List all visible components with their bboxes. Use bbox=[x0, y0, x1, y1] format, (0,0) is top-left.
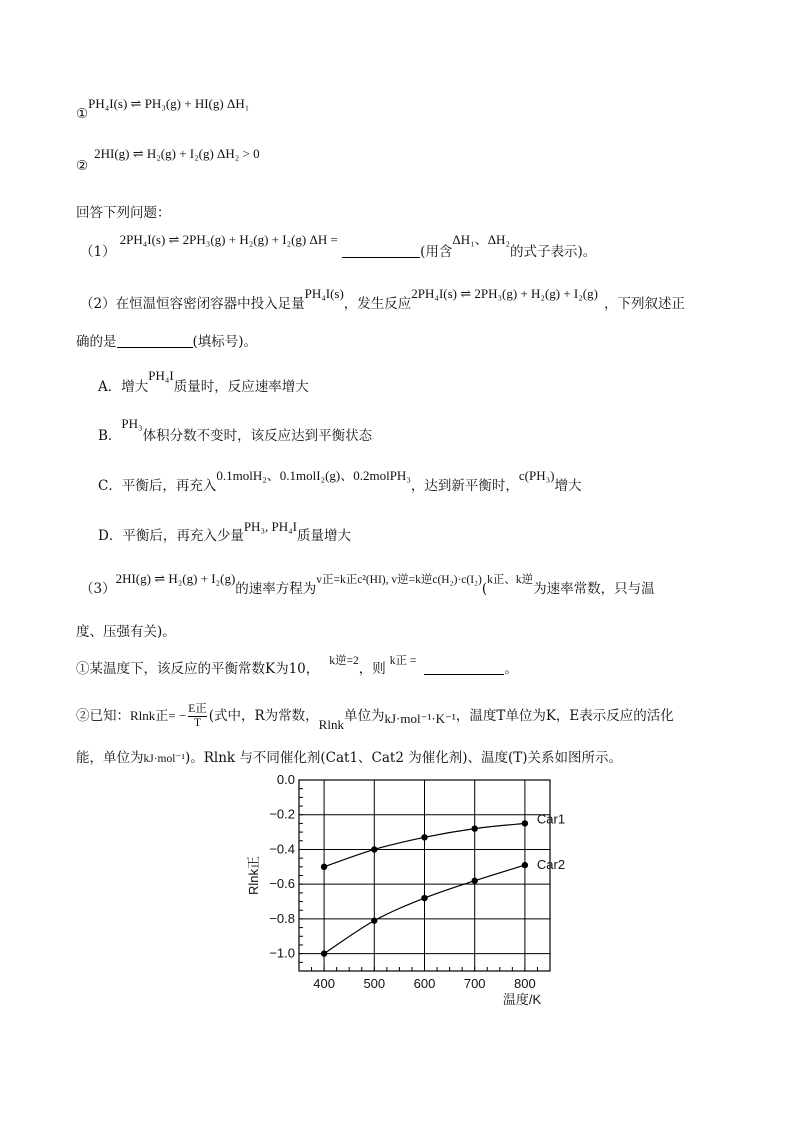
question-2-text-3: ，下列叙述正 bbox=[603, 296, 685, 312]
question-3-sub-2-unit: kJ·mol⁻¹·K⁻¹ bbox=[384, 711, 456, 726]
question-3-sub-1-text-a: ①某温度下，该反应的平衡常数K为10， bbox=[76, 661, 320, 677]
question-3-sub-2-rlnk: Rlnk bbox=[318, 717, 344, 732]
y-axis-title: Rlnk正 bbox=[246, 855, 261, 896]
option-c-mid: ，达到新平衡时， bbox=[410, 478, 519, 494]
data-point bbox=[371, 846, 377, 852]
data-point bbox=[472, 825, 478, 831]
question-2-reaction: 2PH₄I(s) ⇌ 2PH₃(g) + H₂(g) + I₂(g) bbox=[411, 286, 598, 301]
question-1-tail-a: (用含 bbox=[420, 244, 453, 260]
option-a-formula: PH₄I bbox=[148, 368, 174, 383]
question-3-sub-2-text-c: 单位为 bbox=[343, 708, 385, 724]
question-2-line-2 bbox=[76, 330, 257, 350]
data-point bbox=[522, 862, 528, 868]
option-d-formula: PH₃, PH₄I bbox=[243, 519, 297, 534]
question-3-sub-1-text-c: 。 bbox=[504, 661, 518, 677]
option-b-formula: PH₃ bbox=[121, 416, 143, 431]
question-3-sub-1-kfwd: k正 = bbox=[389, 655, 417, 667]
data-point bbox=[421, 895, 427, 901]
equation-2 bbox=[76, 146, 260, 174]
option-c-formula-2: c(PH₃) bbox=[518, 468, 555, 483]
question-3-sub-2-formula: Rlnk正= − bbox=[130, 708, 187, 723]
data-point bbox=[522, 820, 528, 826]
x-tick-label: 700 bbox=[463, 976, 486, 991]
question-3-sub-1 bbox=[76, 648, 518, 677]
y-tick-label: 0.0 bbox=[276, 772, 295, 787]
option-c bbox=[98, 464, 582, 494]
question-3-sub-1-answer-blank[interactable] bbox=[424, 674, 504, 675]
question-3-sub-2-text-d: ，温度T单位为K，E表示反应的活化 bbox=[455, 708, 674, 724]
question-2-sub-1: PH₄I(s) bbox=[304, 286, 344, 301]
prompt-text: 回答下列问题： bbox=[76, 205, 171, 221]
option-b-post: 体积分数不变时，该反应达到平衡状态 bbox=[142, 428, 373, 444]
equation-1-formula: PH₄I(s) ⇌ PH₃(g) + HI(g) ΔH₁ bbox=[88, 96, 250, 111]
question-3-sub-2-unit-2: kJ·mol⁻¹ bbox=[143, 753, 185, 765]
option-b bbox=[98, 412, 373, 444]
equation-1 bbox=[76, 96, 250, 122]
question-3-sub-2-text-e: 能，单位为 bbox=[76, 750, 144, 766]
x-tick-label: 400 bbox=[313, 976, 335, 991]
question-1-tail-formula: ΔH₁、ΔH₂ bbox=[452, 232, 510, 247]
series-label-car1: Car1 bbox=[536, 811, 566, 827]
option-b-pre: B． bbox=[98, 428, 122, 444]
chart-labels bbox=[246, 772, 565, 1007]
question-3-sub-1-text-b: ，则 bbox=[358, 661, 386, 677]
x-tick-label: 500 bbox=[363, 976, 386, 991]
rlnk-temperature-chart bbox=[240, 768, 570, 1013]
x-tick-label: 600 bbox=[413, 976, 436, 991]
option-d bbox=[98, 515, 351, 544]
equation-1-number: ① bbox=[76, 106, 89, 122]
data-point bbox=[321, 950, 327, 956]
question-3-sub-2-line-2 bbox=[76, 746, 622, 766]
option-c-formula: 0.1molH₂、0.1molI₂(g)、0.2molPH₃ bbox=[216, 468, 411, 483]
data-point bbox=[472, 878, 478, 884]
y-tick-label: −1.0 bbox=[269, 945, 295, 961]
question-3-reaction: 2HI(g) ⇌ H₂(g) + I₂(g) bbox=[115, 571, 236, 586]
question-3-sub-1-kinv: k逆=2 bbox=[329, 655, 359, 667]
question-3-text-2: ( bbox=[481, 581, 488, 597]
question-3-line-2: 度、压强有关)。 bbox=[76, 624, 176, 640]
fraction-denominator: T bbox=[193, 717, 201, 729]
question-3-text-4: 为速率常数，只与温 bbox=[533, 581, 655, 597]
y-tick-label: −0.8 bbox=[269, 910, 295, 926]
question-2-answer-blank[interactable] bbox=[117, 347, 193, 348]
question-1-formula: 2PH₄I(s) ⇌ 2PH₃(g) + H₂(g) + I₂(g) ΔH = bbox=[119, 232, 338, 247]
question-2-text-1: （2）在恒温恒容密闭容器中投入足量 bbox=[80, 296, 305, 312]
option-a bbox=[98, 364, 309, 395]
question-3-rate-equation: v正=k正c²(HI), v逆=k逆c(H₂)·c(I₂) bbox=[316, 574, 482, 586]
x-tick-label: 800 bbox=[514, 976, 536, 991]
equation-2-formula: 2HI(g) ⇌ H₂(g) + I₂(g) ΔH₂ > 0 bbox=[94, 146, 260, 161]
equation-2-number: ② bbox=[76, 158, 89, 174]
question-1-tail-c: 的式子表示)。 bbox=[509, 244, 597, 260]
data-point bbox=[421, 834, 427, 840]
question-2-line-1 bbox=[80, 282, 685, 312]
series-label-car2: Car2 bbox=[536, 857, 566, 873]
question-3-sub-2-text-b: (式中，R为常数， bbox=[208, 708, 319, 724]
data-point bbox=[371, 917, 377, 923]
question-1-answer-blank[interactable] bbox=[342, 257, 420, 258]
question-3-sub-2-text-f: )。Rlnk 与不同催化剂(Cat1、Cat2 为催化剂)、温度(T)关系如图所示。 bbox=[184, 750, 623, 766]
question-2-text-2: ，发生反应 bbox=[343, 296, 412, 312]
question-2-text-4: 确的是 bbox=[76, 334, 117, 350]
fraction-numerator: E正 bbox=[188, 703, 207, 715]
question-3-number: （3） bbox=[80, 581, 116, 597]
y-tick-label: −0.4 bbox=[269, 841, 295, 857]
question-3-rate-constants: k正、k逆 bbox=[487, 574, 534, 586]
question-3-sub-2-fraction bbox=[188, 703, 207, 730]
question-3-text-1: 的速率方程为 bbox=[235, 581, 317, 597]
data-point bbox=[321, 864, 327, 870]
option-a-pre: A．增大 bbox=[98, 379, 149, 395]
x-axis-title: 温度/K bbox=[502, 992, 542, 1007]
chart-grid bbox=[299, 780, 550, 971]
option-c-post: 增大 bbox=[554, 478, 582, 494]
option-a-post: 质量时，反应速率增大 bbox=[173, 379, 309, 395]
y-tick-label: −0.6 bbox=[269, 876, 295, 892]
question-3-sub-2 bbox=[76, 703, 674, 730]
option-c-pre: C．平衡后，再充入 bbox=[98, 478, 217, 494]
question-1-number: （1） bbox=[80, 244, 116, 260]
question-3-sub-2-text-a: ②已知： bbox=[76, 708, 130, 724]
option-d-pre: D．平衡后，再充入少量 bbox=[98, 528, 244, 544]
option-d-post: 质量增大 bbox=[296, 528, 351, 544]
y-tick-label: −0.2 bbox=[269, 806, 295, 822]
question-3-line-1 bbox=[80, 567, 655, 597]
question-2-text-5: (填标号)。 bbox=[192, 334, 258, 350]
question-1 bbox=[80, 228, 597, 260]
